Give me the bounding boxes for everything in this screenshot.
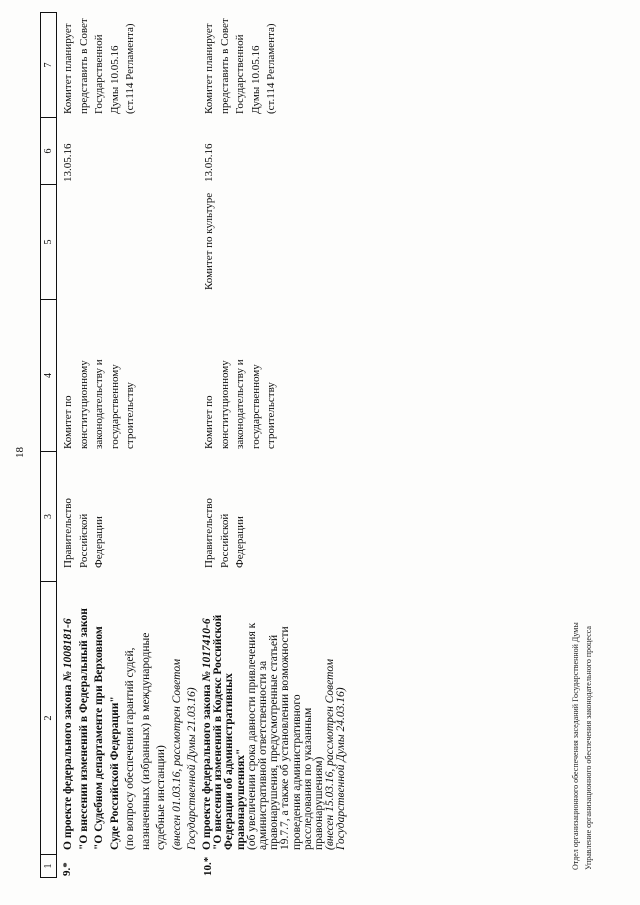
column-header-1: 1: [41, 855, 56, 878]
committee-line: законодательству и: [93, 359, 105, 449]
plan-line: Государственной: [93, 34, 105, 114]
committee-line: государственному: [108, 364, 121, 449]
initiator-line: Правительство: [62, 498, 74, 568]
bill-description-line: (об увеличении срока давности привлечения к: [245, 622, 258, 850]
initiator-cell: [61, 452, 108, 582]
plan-line: (ст.114 Регламента): [124, 23, 136, 114]
bill-description-line: назначенных (избранных) в международные: [139, 632, 152, 850]
plan-line: Думы 10.05.16: [108, 45, 121, 114]
committee-line: строительству: [124, 382, 136, 449]
bill-title-line: "О Судебном департаменте при Верховном: [93, 626, 105, 850]
plan-line: (ст.114 Регламента): [265, 23, 277, 114]
bill-title-cell: [61, 582, 201, 855]
bill-title-line: [61, 584, 77, 850]
bill-submitted-line: Государственной Думы 21.03.16): [186, 687, 198, 850]
initiator-line: Правительство: [203, 498, 215, 568]
bill-description-line: правонарушения, предусмотренные статьей: [268, 634, 281, 850]
committee-line: конституционному: [218, 360, 231, 449]
committee-line: государственному: [249, 364, 262, 449]
plan-line: Думы 10.05.16: [249, 45, 262, 114]
bills-table: [40, 12, 348, 878]
bill-title-line: "О внесении изменений в Федеральный закон: [77, 608, 90, 850]
bill-title-prefix: О проекте федерального закона: [62, 681, 74, 850]
responsible-committee-cell: [61, 300, 139, 452]
bill-description-line: 19.7.7, а также об установлении возможности: [279, 626, 292, 850]
bill-description-line: судебные инстанции): [155, 745, 167, 850]
bill-title-line: Федерации об административных: [223, 673, 236, 850]
plan-line: представить в Совет: [77, 18, 90, 114]
bill-submitted-line: (внесен 15.03.16, рассмотрен Советом: [324, 658, 337, 850]
committee-line: Комитет по: [203, 395, 215, 449]
plan-line: Государственной: [234, 34, 246, 114]
page-number: 18: [14, 447, 26, 458]
column-header-5: 5: [41, 185, 56, 300]
committee-plan-cell: [202, 12, 280, 118]
bill-title-line: Суде Российской Федерации": [108, 696, 121, 850]
document-footer: [569, 622, 595, 870]
co-committee-cell: Комитет по культуре: [203, 192, 215, 290]
plan-line: представить в Совет: [218, 18, 231, 114]
committee-line: конституционному: [77, 360, 90, 449]
table-header-row: [40, 12, 57, 878]
committee-line: строительству: [265, 382, 277, 449]
row-number: 9.*: [61, 862, 73, 876]
column-header-7: 7: [41, 12, 56, 118]
bill-submitted-line: (внесен 01.03.16, рассмотрен Советом: [170, 658, 183, 850]
initiator-line: Федерации: [93, 516, 105, 568]
review-date: 13.05.16: [203, 143, 215, 182]
bill-number: № 1008181-6: [62, 618, 74, 682]
bill-number: № 1017410-6: [201, 618, 213, 682]
bill-description-line: (по вопросу обеспечения гарантий судей,: [124, 647, 136, 850]
bill-title-line: "О внесении изменений в Кодекс Российской: [212, 614, 225, 850]
column-header-3: 3: [41, 452, 56, 582]
initiator-line: Федерации: [234, 516, 246, 568]
bill-title-line: правонарушениях": [234, 748, 247, 850]
responsible-committee-cell: [202, 300, 280, 452]
bill-description-line: проведения административного: [290, 694, 303, 850]
bill-description-line: правонарушениям): [313, 756, 326, 850]
review-date: 13.05.16: [62, 143, 74, 182]
footer-line: Управление организационного обеспечения законодательного процесса: [584, 626, 593, 870]
bill-description-line: административной ответственности за: [257, 660, 270, 850]
footer-line: Отдел организационного обеспечения заседаний Государственной Думы: [571, 622, 580, 870]
table-row-bill-9: [61, 12, 202, 878]
committee-line: Комитет по: [62, 395, 74, 449]
plan-line: Комитет планирует: [62, 23, 74, 114]
initiator-line: Российской: [218, 513, 231, 568]
row-number: 10.*: [202, 856, 214, 876]
plan-line: Комитет планирует: [203, 23, 215, 114]
column-header-2: 2: [41, 582, 56, 855]
table-row-bill-10: [202, 12, 348, 878]
committee-line: законодательству и: [234, 359, 246, 449]
bill-title-prefix: О проекте федерального закона: [201, 681, 213, 850]
initiator-line: Российской: [77, 513, 90, 568]
bill-description-line: расследования по указанным: [301, 707, 314, 850]
bill-title-cell: [202, 582, 348, 855]
initiator-cell: [202, 452, 249, 582]
committee-plan-cell: [61, 12, 139, 118]
column-header-6: 6: [41, 118, 56, 185]
bill-submitted-line: Государственной Думы 24.03.16): [335, 687, 348, 850]
column-header-4: 4: [41, 300, 56, 452]
